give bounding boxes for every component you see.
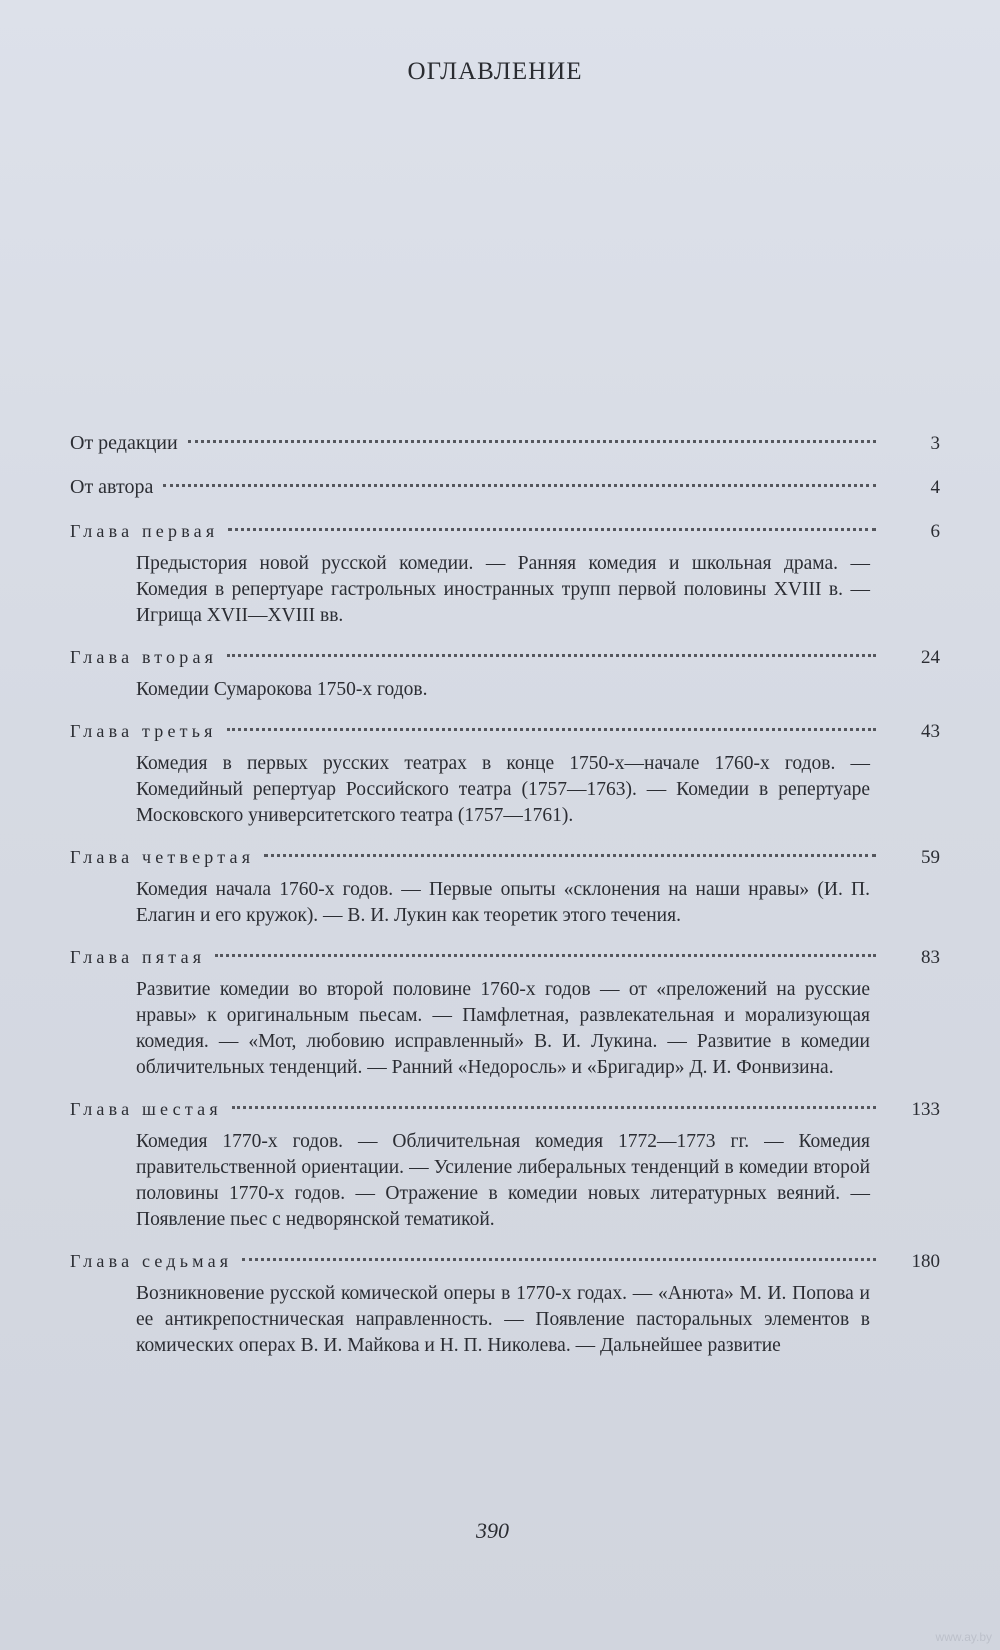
dot-leader	[228, 528, 876, 531]
dot-leader	[163, 484, 876, 487]
toc-entry-page: 4	[930, 477, 940, 498]
toc-entry-description: Комедия в первых русских театрах в конце 1750-х—начале 1760-х годов. — Комедийный репертуар Российского театра (1757—1763). — Комедии в репертуаре Московского университетского театра (1757—1761).	[136, 753, 870, 826]
toc-entry-page: 3	[930, 433, 940, 454]
toc-entry	[70, 639, 940, 703]
toc-entry	[70, 513, 940, 629]
watermark: www.ay.by	[935, 1630, 992, 1644]
dot-leader	[264, 854, 876, 857]
toc-entry	[70, 713, 940, 829]
dot-leader	[215, 954, 876, 957]
toc-entry-description: Развитие комедии во второй половине 1760-х годов — от «преложений на русские нравы» к оригинальным пьесам. — Памфлетная, развлекательная и морализующая комедия. — «Мот, любовию исправленный» В. И. Лукина. — Развитие в комедии обличительных тенденций. — Ранний «Недоросль» и «Бригадир» Д. И. Фонвизина.	[136, 979, 870, 1078]
toc-entry-page: 133	[911, 1099, 940, 1120]
toc-entry	[70, 839, 940, 929]
toc-entry	[70, 469, 940, 505]
dot-leader	[188, 440, 876, 443]
toc-entry-title: Глава шестая	[70, 1099, 222, 1119]
toc-entry-description: Комедии Сумарокова 1750-х годов.	[136, 679, 428, 700]
toc-entry	[70, 1243, 940, 1359]
toc-entry	[70, 939, 940, 1081]
page-title: ОГЛАВЛЕНИЕ	[407, 58, 583, 85]
table-of-contents	[70, 425, 940, 1369]
dot-leader	[232, 1106, 876, 1109]
dot-leader	[227, 728, 876, 731]
page-number: 390	[476, 1518, 509, 1543]
toc-entry-description: Комедия 1770-х годов. — Обличительная комедия 1772—1773 гг. — Комедия правительственной ориентации. — Усиление либеральных тенденций в комедии второй половины 1770-х годов. — Отражение в комедии новых литературных веяний. — Появление пьес с недворянской тематикой.	[136, 1131, 870, 1230]
toc-entry-page: 24	[921, 647, 940, 668]
toc-entry-title: От редакции	[70, 432, 178, 454]
dot-leader	[227, 654, 876, 657]
toc-entry-page: 83	[921, 947, 940, 968]
toc-entry-page: 180	[911, 1251, 940, 1272]
toc-entry-description: Предыстория новой русской комедии. — Ранняя комедия и школьная драма. — Комедия в репертуаре гастрольных иностранных трупп первой половины XVIII в. — Игрища XVII—XVIII вв.	[136, 553, 870, 626]
toc-entry-description: Комедия начала 1760-х годов. — Первые опыты «склонения на наши нравы» (И. П. Елагин и его кружок). — В. И. Лукин как теоретик этого течения.	[136, 879, 870, 926]
toc-entry	[70, 1091, 940, 1233]
toc-entry-title: Глава первая	[70, 521, 219, 541]
toc-entry-page: 43	[921, 721, 940, 742]
toc-entry-title: От автора	[70, 476, 154, 498]
toc-entry-title: Глава седьмая	[70, 1251, 233, 1271]
toc-entry	[70, 425, 940, 461]
toc-entry-title: Глава пятая	[70, 947, 206, 967]
toc-entry-title: Глава вторая	[70, 647, 218, 667]
toc-entry-description: Возникновение русской комической оперы в 1770-х годах. — «Анюта» М. И. Попова и ее антикрепостническая направленность. — Появление пасторальных элементов в комических операх В. И. Майкова и Н. П. Николева. — Дальнейшее развитие	[136, 1283, 870, 1356]
dot-leader	[242, 1258, 876, 1261]
toc-entry-title: Глава четвертая	[70, 847, 255, 867]
toc-entry-page: 59	[921, 847, 940, 868]
toc-entry-title: Глава третья	[70, 721, 217, 741]
toc-entry-page: 6	[930, 521, 940, 542]
